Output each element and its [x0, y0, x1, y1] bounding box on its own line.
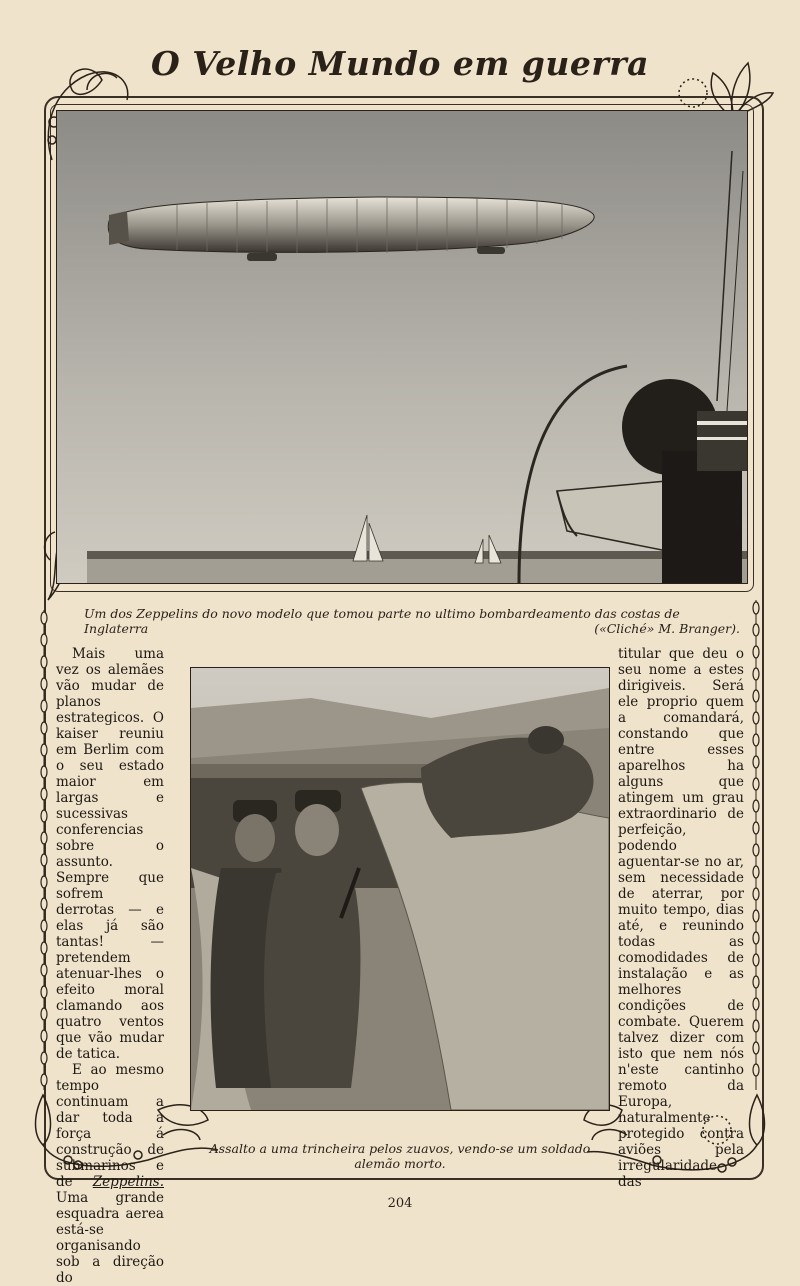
- vine-bead: [41, 634, 47, 646]
- vine-bead: [753, 602, 759, 614]
- vine-bead: [753, 888, 759, 900]
- vine-bead: [41, 766, 47, 778]
- left-vine-border: [36, 610, 52, 1090]
- trench-photo-caption: Assalto a uma trincheira pelos zuavos, vendo-se um soldado alemão morto.: [209, 1141, 591, 1171]
- vine-bead: [753, 624, 759, 636]
- vine-bead: [41, 942, 47, 954]
- page-title: O Velho Mundo em guerra: [150, 44, 650, 83]
- vine-bead: [753, 1042, 759, 1054]
- vine-bead: [753, 1064, 759, 1076]
- left-paragraph-2-start: E ao mesmo tempo continuam a dar toda a força á construção de submarinos e de: [56, 1062, 164, 1190]
- vine-bead: [41, 1008, 47, 1020]
- vine-bead: [41, 788, 47, 800]
- vine-bead: [753, 866, 759, 878]
- vine-bead: [753, 976, 759, 988]
- left-text-column: [56, 646, 164, 1286]
- vine-bead: [753, 844, 759, 856]
- vine-bead: [753, 800, 759, 812]
- right-paragraph: titular que deu o seu nome a estes dirigiveis. Será ele proprio quem a comandará, constando que entre esses aparelhos ha alguns que atingem um grau extraordinario de perfeição, podendo aguentar-se no ar, sem necessidade de aterrar, por muito tempo, dias até, e reunindo todas as comodidades de instalação e as melhores condições de combate. Querem talvez dizer com isto que nem nós n'este cantinho remoto da Europa, naturalmente protegido contra aviões pela irregularidade das: [618, 646, 744, 1190]
- vine-bead: [753, 910, 759, 922]
- right-vine-border: [748, 600, 764, 1090]
- vine-bead: [41, 876, 47, 888]
- vine-bead: [753, 954, 759, 966]
- vine-bead: [41, 810, 47, 822]
- zeppelins-word: Zeppelins.: [92, 1174, 164, 1190]
- right-text-column: [618, 646, 744, 1190]
- vine-bead: [41, 1052, 47, 1064]
- vine-bead: [41, 854, 47, 866]
- vine-bead: [41, 898, 47, 910]
- vine-bead: [753, 734, 759, 746]
- vine-bead: [41, 656, 47, 668]
- vine-bead: [753, 778, 759, 790]
- vine-bead: [753, 932, 759, 944]
- left-paragraph-2: [56, 1062, 164, 1286]
- vine-bead: [41, 678, 47, 690]
- vine-bead: [753, 822, 759, 834]
- trench-photo: [190, 667, 610, 1111]
- vine-bead: [753, 998, 759, 1010]
- vine-bead: [41, 920, 47, 932]
- vine-bead: [41, 744, 47, 756]
- vine-bead: [753, 756, 759, 768]
- vine-bead: [41, 986, 47, 998]
- left-paragraph-2-end: Uma grande esquadra aerea está-se organisando sob a direção do: [56, 1190, 164, 1286]
- vine-bead: [753, 668, 759, 680]
- vine-bead: [753, 646, 759, 658]
- page-number: 204: [387, 1196, 413, 1211]
- vine-bead: [753, 1020, 759, 1032]
- vine-bead: [41, 964, 47, 976]
- vine-bead: [41, 832, 47, 844]
- vine-bead: [41, 722, 47, 734]
- vine-bead: [41, 1074, 47, 1086]
- vine-bead: [753, 690, 759, 702]
- top-photo-credit: («Cliché» M. Branger).: [594, 621, 740, 636]
- vine-bead: [753, 712, 759, 724]
- top-photo-caption: Um dos Zeppelins do novo modelo que tomou parte no ultimo bombardeamento das costas de Inglaterra: [84, 606, 680, 636]
- vine-bead: [41, 1030, 47, 1042]
- zeppelin-photo: [56, 110, 748, 584]
- left-paragraph-1: Mais uma vez os alemães vão mudar de planos estrategicos. O kaiser reuniu em Berlim com o seu estado maior em largas e sucessivas conferencias sobre o assunto. Sempre que sofrem derrotas — e elas já são tantas! — pretendem atenuar-lhes o efeito moral clamando aos quatro ventos que vão mudar de tatica.: [56, 646, 164, 1062]
- vine-bead: [41, 612, 47, 624]
- vine-bead: [41, 700, 47, 712]
